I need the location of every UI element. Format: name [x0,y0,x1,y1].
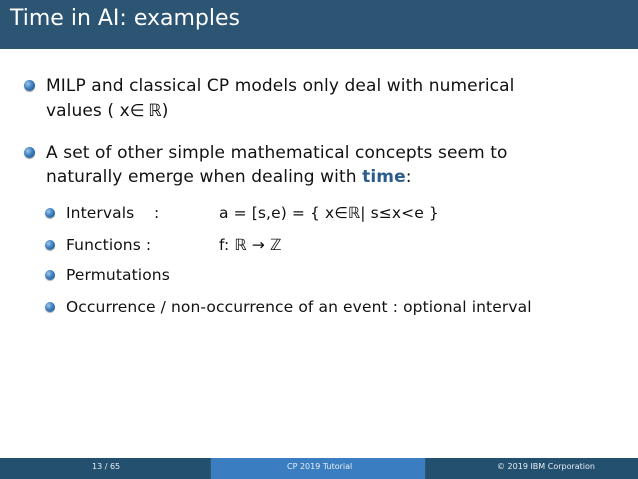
sub-bullet-marker [45,302,55,312]
bullet-1-line-2: values ( x∈ ℝ) [46,101,169,121]
sub-bullet-marker [45,208,55,218]
permutations-item: Permutations [66,266,170,284]
time-emphasis: time [362,167,406,187]
occurrence-item: Occurrence / non-occurrence of an event : optional interval [66,298,532,316]
bullet-2-text: naturally emerge when dealing with [46,167,357,187]
bullet-marker [24,147,35,158]
bullet-2-line-2 [46,166,412,188]
intervals-label: Intervals [66,204,135,222]
intervals-colon: : [154,204,160,222]
functions-definition: f: ℝ → ℤ [219,236,282,254]
footer-bar [0,458,638,479]
sub-bullet-marker [45,240,55,250]
functions-label: Functions : [66,236,152,254]
sub-bullet-marker [45,270,55,280]
bullet-2-line-1: A set of other simple mathematical concepts seem to [46,143,508,163]
footer-event: CP 2019 Tutorial [287,462,353,471]
title-bar [0,0,638,49]
intervals-definition: a = [s,e) = { x∈ℝ| s≤x<e } [219,204,439,222]
bullet-2-colon: : [405,167,412,187]
bullet-marker [24,80,35,91]
page-number: 13 / 65 [92,462,121,471]
slide-title: Time in AI: examples [10,6,240,31]
copyright: © 2019 IBM Corporation [497,462,595,471]
bullet-1-line-1: MILP and classical CP models only deal with numerical [46,76,515,96]
